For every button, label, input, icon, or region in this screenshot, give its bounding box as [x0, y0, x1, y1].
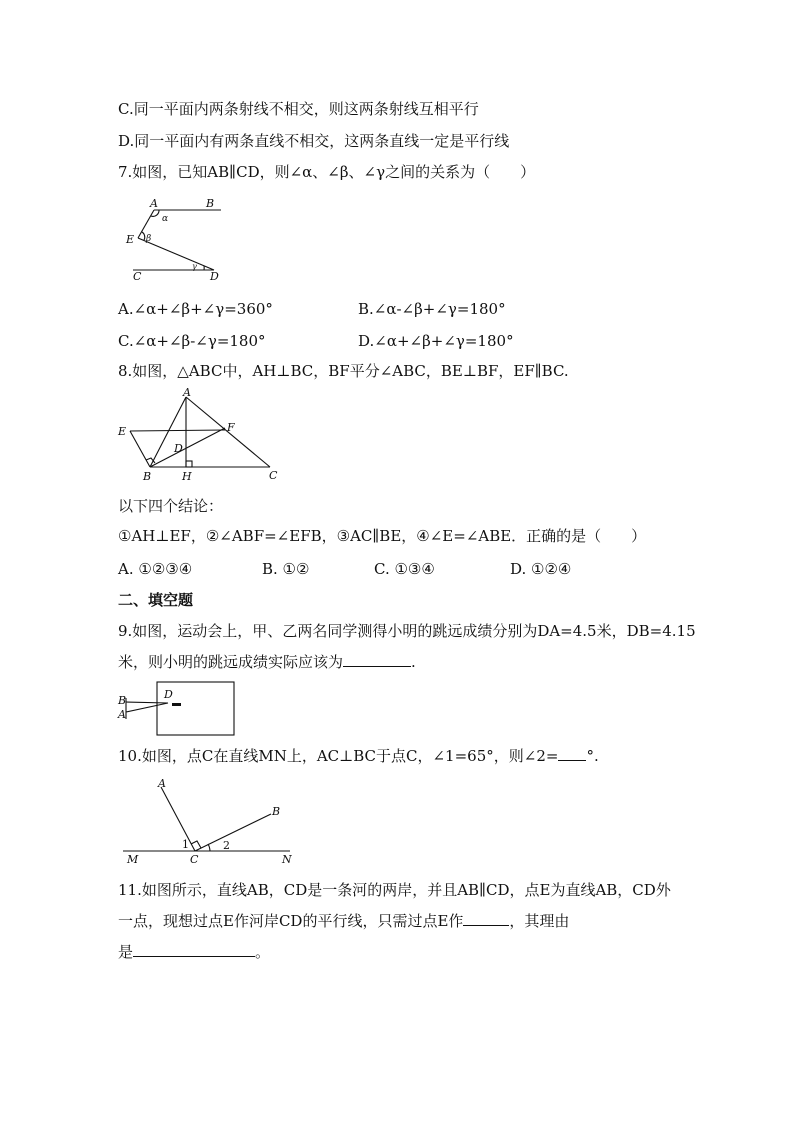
- q9-figure: [116, 678, 238, 738]
- q7-figure: [118, 196, 228, 284]
- q11-answer-blank-2[interactable]: [133, 942, 255, 957]
- q11-line-2: [118, 911, 569, 931]
- q10-stem: [118, 746, 599, 766]
- q7-label-b: B: [206, 197, 215, 210]
- q8-label-b: B: [143, 470, 152, 483]
- q9-answer-blank[interactable]: [343, 652, 411, 667]
- q10-answer-blank[interactable]: [558, 746, 586, 761]
- q7-label-alpha: α: [162, 214, 169, 224]
- q9-line-2-end: .: [411, 653, 416, 671]
- q8-label-e: E: [118, 425, 127, 438]
- q9-label-b: B: [118, 694, 127, 707]
- q11-line-3: [118, 942, 270, 962]
- q8-option-b: B. ①②: [262, 560, 310, 578]
- q11-line-3-end: 。: [255, 943, 271, 961]
- q8-label-c: C: [269, 469, 278, 482]
- q8-label-f: F: [227, 421, 235, 434]
- q11-line-1: 11.如图所示，直线AB，CD是一条河的两岸，并且AB∥CD，点E为直线AB，CD外: [118, 881, 671, 899]
- q6-option-c: C.同一平面内两条射线不相交，则这两条射线互相平行: [118, 100, 479, 118]
- q10-stem-end: °.: [586, 747, 599, 765]
- q9-line-1: 9.如图，运动会上，甲、乙两名同学测得小明的跳远成绩分别为DA=4.5米，DB=4.15: [118, 622, 696, 640]
- q7-label-e: E: [126, 233, 135, 246]
- q8-figure: [115, 388, 283, 486]
- q8-stem: 8.如图，△ABC中，AH⊥BC，BF平分∠ABC，BE⊥BF，EF∥BC.: [118, 362, 569, 380]
- q10-stem-text: 10.如图，点C在直线MN上，AC⊥BC于点C，∠1=65°，则∠2=: [118, 747, 559, 765]
- q7-option-a: A.∠α+∠β+∠γ=360°: [118, 300, 273, 318]
- q9-label-d: D: [164, 688, 173, 701]
- q11-line-3-text: 是: [118, 943, 134, 961]
- q7-option-c: C.∠α+∠β-∠γ=180°: [118, 332, 266, 350]
- q10-angle-2: 2: [223, 839, 230, 852]
- q11-line-2-text: 一点，现想过点E作河岸CD的平行线，只需过点E作: [118, 912, 464, 930]
- q9-label-a: A: [118, 708, 126, 721]
- q8-label-d: D: [174, 442, 183, 455]
- q7-option-d: D.∠α+∠β+∠γ=180°: [358, 332, 514, 350]
- q10-figure: [120, 774, 296, 864]
- q8-label-h: H: [182, 470, 192, 483]
- q8-conclusions: ①AH⊥EF，②∠ABF=∠EFB，③AC∥BE，④∠E=∠ABE．正确的是（ ）: [118, 527, 647, 545]
- section-title: 二、填空题: [118, 591, 194, 609]
- q8-intro: 以下四个结论：: [118, 497, 224, 515]
- q8-option-a: A. ①②③④: [118, 560, 193, 578]
- q7-option-b: B.∠α-∠β+∠γ=180°: [358, 300, 506, 318]
- q7-stem: 7.如图，已知AB∥CD，则∠α、∠β、∠γ之间的关系为（ ）: [118, 163, 536, 181]
- q10-label-a: A: [158, 777, 166, 790]
- q11-answer-blank-1[interactable]: [463, 911, 509, 926]
- q8-label-a: A: [183, 386, 191, 399]
- q8-option-d: D. ①②④: [510, 560, 572, 578]
- q7-label-a: A: [150, 197, 158, 210]
- q10-label-c: C: [190, 853, 199, 866]
- q11-line-2-end: ，其理由: [509, 912, 570, 930]
- q9-line-2-text: 米，则小明的跳远成绩实际应该为: [118, 653, 344, 671]
- q7-label-c: C: [133, 270, 142, 283]
- q9-line-2: [118, 652, 416, 672]
- q8-option-c: C. ①③④: [374, 560, 435, 578]
- q10-angle-1: 1: [182, 838, 189, 851]
- q10-label-b: B: [272, 805, 281, 818]
- q10-label-m: M: [127, 853, 139, 866]
- q10-label-n: N: [282, 853, 292, 866]
- q7-label-d: D: [210, 270, 219, 283]
- q7-label-gamma: γ: [192, 262, 197, 271]
- q6-option-d: D.同一平面内有两条直线不相交，这两条直线一定是平行线: [118, 132, 510, 150]
- q7-label-beta: β: [146, 234, 152, 244]
